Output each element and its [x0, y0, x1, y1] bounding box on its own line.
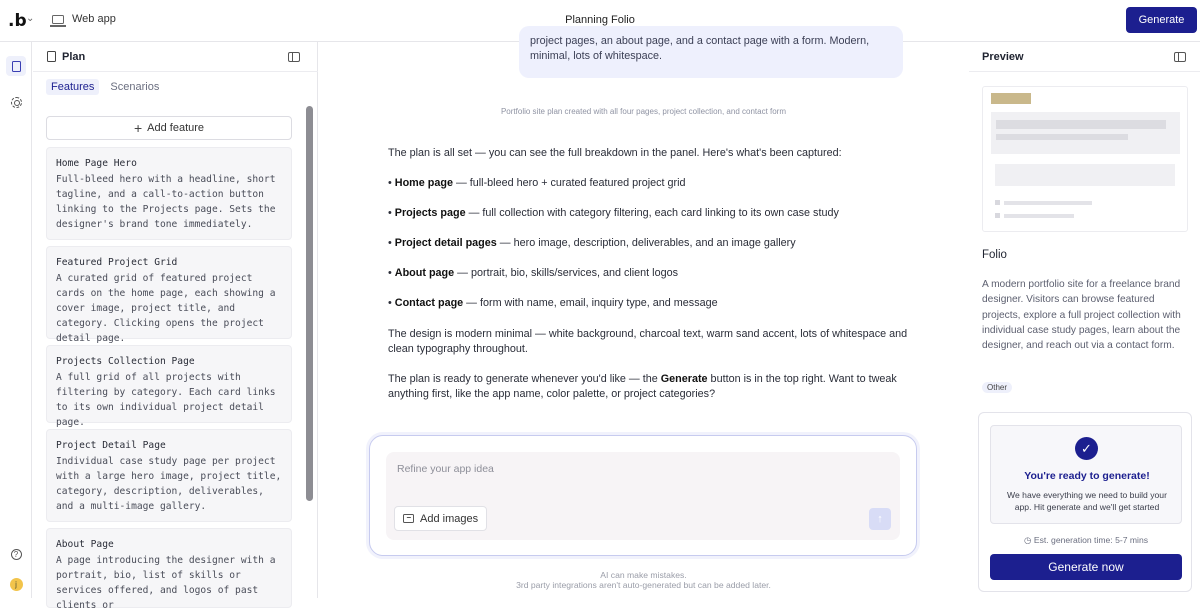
- feature-card[interactable]: [46, 528, 292, 611]
- chat-area: [319, 35, 968, 598]
- input-placeholder: Refine your app idea: [397, 463, 494, 475]
- feature-card[interactable]: [46, 246, 292, 344]
- generation-estimate: [979, 535, 1193, 546]
- bullet-text: — form with name, email, inquiry type, and message: [463, 297, 718, 309]
- feature-description: Full-bleed hero with a headline, short tagline, and a call-to-action button linking to the Projects page. Sets the designer's brand tone immediately.: [56, 174, 276, 230]
- ready-text: We have everything we need to build your app. Hit generate and we'll get started: [1007, 490, 1167, 512]
- add-feature-button[interactable]: [46, 116, 292, 140]
- plan-bullet: • Project detail pages — hero image, description, deliverables, and an image gallery: [388, 237, 796, 249]
- help-icon: ?: [11, 549, 22, 560]
- feature-title: Projects Collection Page: [56, 356, 195, 367]
- message-input[interactable]: [386, 452, 900, 540]
- bullet-name: Project detail pages: [394, 237, 497, 249]
- gear-icon: [11, 97, 22, 108]
- send-button[interactable]: [869, 508, 891, 530]
- bullet-text: — hero image, description, deliverables, and an image gallery: [496, 237, 796, 249]
- add-images-label: Add images: [420, 512, 479, 525]
- plan-header: [33, 42, 318, 72]
- bullet-text: — portrait, bio, skills/services, and client logos: [454, 267, 678, 279]
- generate-button[interactable]: Generate: [1126, 7, 1197, 33]
- plan-panel: [33, 42, 318, 611]
- ready-card: [978, 412, 1192, 592]
- bullet-text: — full collection with category filtering, each card linking to its own case study: [465, 207, 839, 219]
- closing-message: [388, 372, 908, 402]
- bullet-name: About page: [394, 267, 455, 279]
- closing-text: button is in the top right. Want to tweak anything first, like the app name, color palette, or project categories?: [388, 373, 897, 400]
- send-arrow-icon: ↑: [877, 513, 883, 525]
- composer: [369, 435, 917, 556]
- plan-bullet: • Contact page — form with name, email, inquiry type, and message: [388, 297, 718, 309]
- feature-card[interactable]: [46, 345, 292, 428]
- logo-icon[interactable]: .b: [8, 11, 27, 31]
- assistant-intro: The plan is all set — you can see the full breakdown in the panel. Here's what's been captured:: [388, 147, 842, 159]
- feature-title: Project Detail Page: [56, 440, 166, 451]
- preview-panel: [969, 42, 1200, 598]
- disclaimer-line: 3rd party integrations aren't auto-generated but can be added later.: [516, 580, 771, 590]
- estimate-text: Est. generation time: 5-7 mins: [1033, 535, 1149, 545]
- feature-card[interactable]: [46, 429, 292, 522]
- user-message: project pages, an about page, and a contact page with a form. Modern, minimal, lots of whitespace.: [519, 26, 903, 78]
- thumbnail-band: [995, 164, 1175, 186]
- feature-title: About Page: [56, 539, 114, 550]
- add-images-button[interactable]: [394, 506, 487, 531]
- check-icon: ✓: [1075, 437, 1098, 460]
- feature-card[interactable]: [46, 147, 292, 240]
- plan-title: Plan: [62, 51, 86, 63]
- clipboard-icon: [47, 51, 56, 62]
- category-badge: Other: [982, 382, 1012, 393]
- settings-nav-button[interactable]: [6, 92, 26, 112]
- preview-thumbnail[interactable]: [982, 86, 1188, 232]
- help-button[interactable]: [6, 544, 26, 564]
- monitor-icon: [52, 15, 64, 24]
- bullet-name: Contact page: [394, 297, 464, 309]
- clock-icon: ◷: [1023, 535, 1032, 545]
- design-note: The design is modern minimal — white background, charcoal text, warm sand accent, lots of whitespace and clean typography throughout.: [388, 328, 908, 355]
- feature-description: Individual case study page per project with a large hero image, project title, category, description, deliverables, and a multi-image gallery.: [56, 456, 282, 512]
- clipboard-icon: [12, 61, 21, 72]
- feature-title: Featured Project Grid: [56, 257, 178, 268]
- preview-header: [969, 42, 1200, 72]
- tab-scenarios[interactable]: Scenarios: [110, 81, 160, 93]
- chevron-down-icon[interactable]: ⌄: [26, 13, 35, 24]
- plan-bullet: • Home page — full-bleed hero + curated featured project grid: [388, 177, 686, 189]
- bullet-text: — full-bleed hero + curated featured project grid: [452, 177, 686, 189]
- thumbnail-hero: [991, 112, 1180, 154]
- panel-toggle-icon[interactable]: [288, 52, 300, 62]
- bullet-name: Home page: [394, 177, 453, 189]
- user-menu-button[interactable]: [6, 574, 26, 594]
- scrollbar[interactable]: [306, 106, 313, 501]
- ready-title: You're ready to generate!: [1024, 470, 1150, 482]
- page-title: Planning Folio: [565, 14, 635, 26]
- tab-features[interactable]: Features: [46, 79, 99, 95]
- workspace-label: Web app: [72, 13, 116, 25]
- icon-rail: [0, 42, 32, 598]
- plan-tabs: [46, 79, 164, 95]
- plan-bullet: • About page — portrait, bio, skills/services, and client logos: [388, 267, 678, 279]
- avatar: j: [10, 578, 23, 591]
- thumbnail-logo: [991, 93, 1031, 104]
- add-feature-label: Add feature: [147, 122, 205, 134]
- system-note: Portfolio site plan created with all four pages, project collection, and contact form: [500, 107, 787, 116]
- workspace-selector[interactable]: [52, 13, 116, 25]
- feature-title: Home Page Hero: [56, 158, 137, 169]
- bullet-name: Projects page: [394, 207, 466, 219]
- disclaimer: [319, 570, 968, 590]
- feature-description: A curated grid of featured project cards on the home page, each showing a cover image, project title, and category. Clicking opens the project detail page.: [56, 273, 276, 344]
- feature-description: A full grid of all projects with filtering by category. Each card links to its own individual project detail page.: [56, 372, 276, 428]
- panel-toggle-icon[interactable]: [1174, 52, 1186, 62]
- generate-now-button[interactable]: Generate now: [990, 554, 1182, 580]
- feature-description: A page introducing the designer with a portrait, bio, list of skills or services offered, and logos of past clients or: [56, 555, 276, 611]
- app-name: Folio: [982, 249, 1007, 261]
- closing-text: The plan is ready to generate whenever you'd like — the: [388, 373, 661, 385]
- plan-bullet: • Projects page — full collection with category filtering, each card linking to its own case study: [388, 207, 839, 219]
- plan-nav-button[interactable]: [6, 56, 26, 76]
- app-description: A modern portfolio site for a freelance brand designer. Visitors can browse featured projects, explore a full project collection with individual case study pages, learn about the designer, and reach out via a contact form.: [982, 279, 1181, 352]
- ready-box: [990, 425, 1182, 524]
- closing-generate: Generate: [660, 373, 708, 385]
- plus-icon: +: [133, 119, 143, 136]
- preview-title: Preview: [982, 51, 1024, 63]
- image-icon: [403, 514, 414, 523]
- disclaimer-line: AI can make mistakes.: [600, 570, 687, 580]
